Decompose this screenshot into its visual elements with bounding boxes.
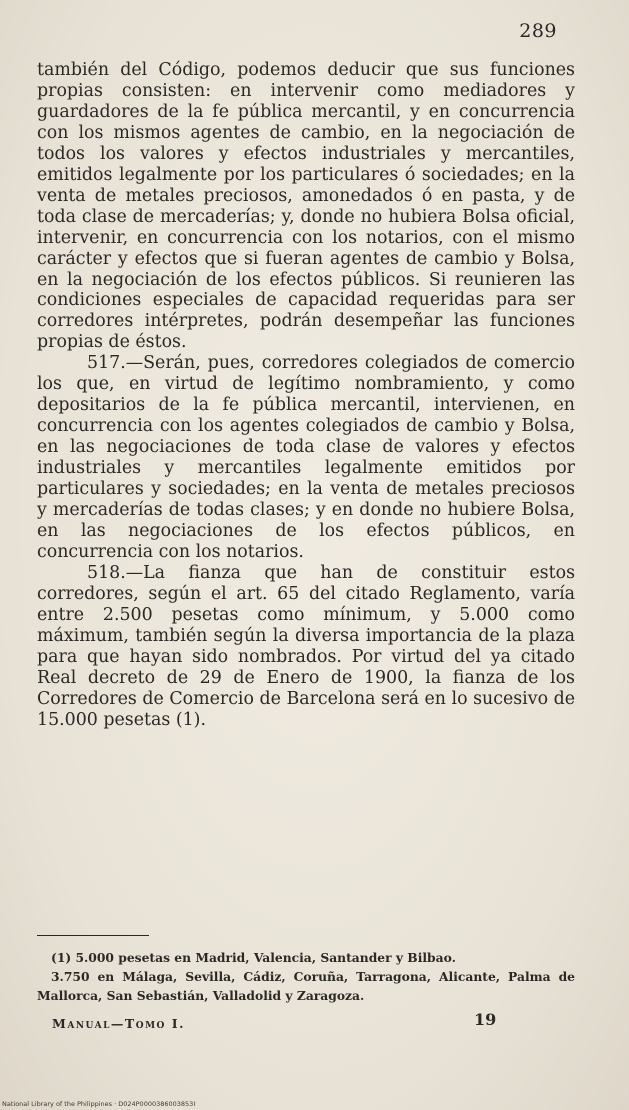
footnotes: [37, 948, 575, 1005]
footnote-1-continued: 3.750 en Málaga, Sevilla, Cádiz, Coruña, Tarragona, Alicante, Palma de Mallorca, San Sebastián, Valladolid y Zaragoza.: [37, 969, 575, 1003]
paragraph-518: 518.—La fianza que han de constituir estos corredores, según el art. 65 del citado Reglamento, varía entre 2.500 pesetas como mínimum, y 5.000 como máximum, también según la diversa importancia de la plaza para que hayan sido nombrados. Por virtud del ya citado Real decreto de 29 de Enero de 1900, la fianza de los Corredores de Comercio de Barcelona será en lo sucesivo de 15.000 pesetas (1).: [37, 562, 575, 730]
running-footer: Manual—Tomo I.: [52, 1016, 185, 1031]
body-text: [37, 60, 575, 731]
footnote-1: (1) 5.000 pesetas en Madrid, Valencia, Santander y Bilbao.: [51, 950, 456, 965]
digitization-credit: National Library of the Philippines · D024P0000386003853I: [2, 1100, 196, 1108]
footnote-rule: [37, 935, 149, 936]
signature-mark: 19: [474, 1010, 497, 1029]
paragraph-517: 517.—Serán, pues, corredores colegiados de comercio los que, en virtud de legítimo nombramiento, y como depositarios de la fe pública mercantil, intervienen, en concurrencia con los agentes colegiados de cambio y Bolsa, en las negociaciones de toda clase de valores y efectos industriales y mercantiles legalmente emitidos por particulares y sociedades; en la venta de metales preciosos y mercaderías de todas clases; y en donde no hubiere Bolsa, en las negociaciones de los efectos públicos, en concurrencia con los notarios.: [37, 353, 575, 562]
paragraph-continuation: también del Código, podemos deducir que sus funciones propias consisten: en intervenir como mediadores y guardadores de la fe pública mercantil, y en concurrencia con los mismos agentes de cambio, en la negociación de todos los valores y efectos industriales y mercantiles, emitidos legalmente por los particulares ó sociedades; en la venta de metales preciosos, amonedados ó en pasta, y de toda clase de mercaderías; y, donde no hubiera Bolsa oficial, intervenir, en concurrencia con los notarios, con el mismo carácter y efectos que si fueran agentes de cambio y Bolsa, en la negociación de los efectos públicos. Si reunieren las condiciones especiales de capacidad requeridas para ser corredores intérpretes, podrán desempeñar las funciones propias de éstos.: [37, 60, 575, 353]
page-number: 289: [519, 20, 557, 42]
